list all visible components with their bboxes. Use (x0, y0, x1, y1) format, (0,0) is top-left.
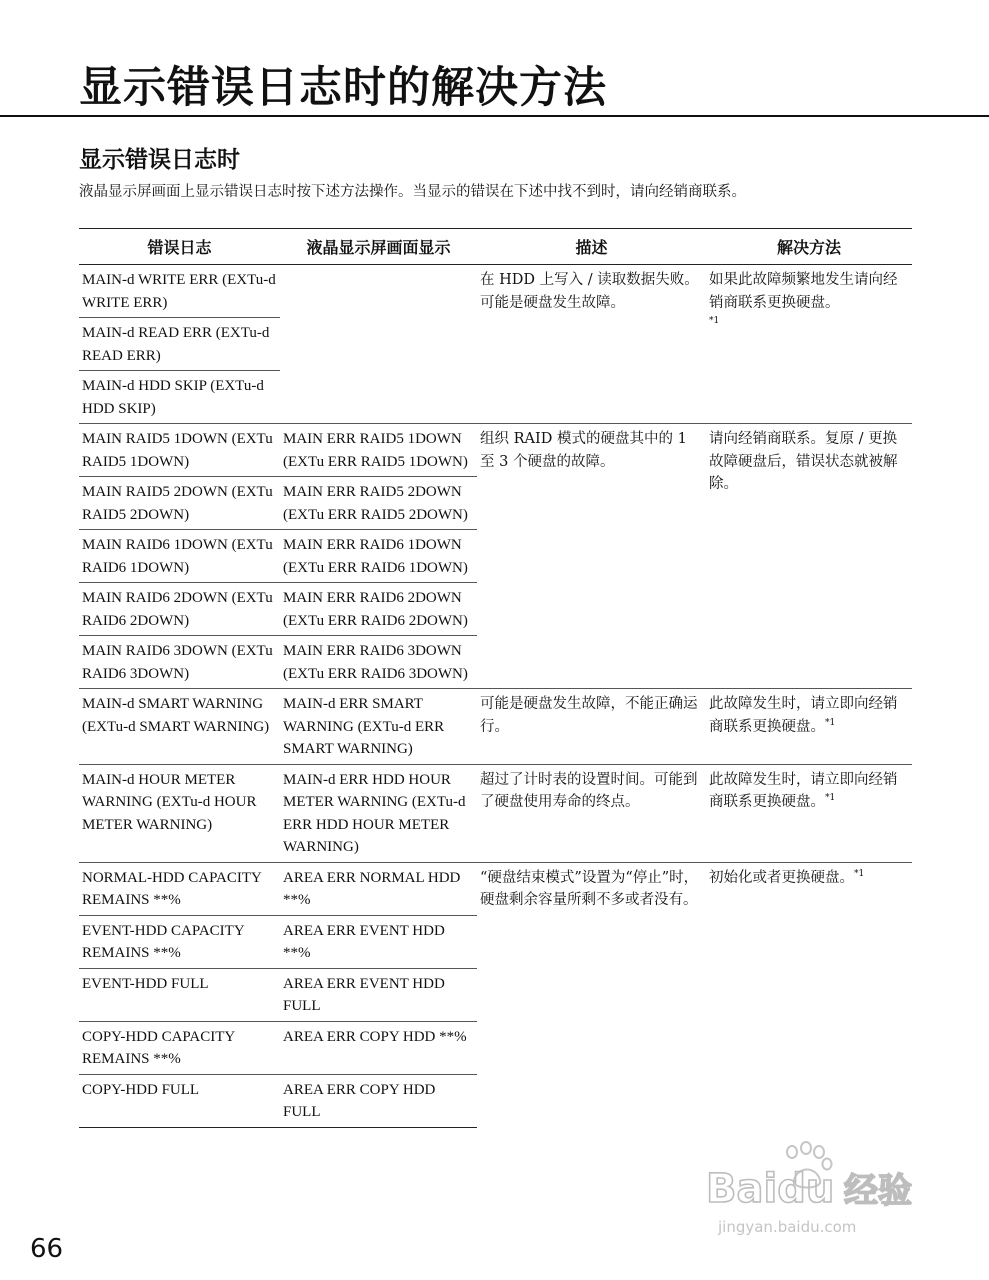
lcd-display-cell: MAIN ERR RAID6 2DOWN (EXTu ERR RAID6 2DOWN) (280, 583, 477, 636)
solution-text: 此故障发生时，请立即向经销商联系更换硬盘。 (709, 696, 898, 735)
table-row (79, 265, 912, 318)
lcd-display-cell: MAIN ERR RAID6 3DOWN (EXTu ERR RAID6 3DOWN) (280, 636, 477, 689)
description-cell: 可能是硬盘发生故障，不能正确运行。 (477, 689, 706, 765)
description-text: 在 HDD 上写入 / 读取数据失败。 可能是硬盘发生故障。 (480, 272, 699, 311)
title-divider (0, 115, 989, 117)
page-number: 66 (30, 1234, 64, 1264)
footnote-marker: *1 (825, 793, 836, 804)
error-log-cell: MAIN RAID5 2DOWN (EXTu RAID5 2DOWN) (79, 477, 280, 530)
header-solution: 解决方法 (706, 229, 912, 265)
solution-cell (706, 764, 912, 862)
header-description: 描述 (477, 229, 706, 265)
table-row (79, 689, 912, 765)
footnote-marker: *1 (825, 717, 836, 728)
error-log-table (79, 228, 912, 1128)
table-header-row (79, 229, 912, 265)
intro-text: 液晶显示屏画面上显示错误日志时按下述方法操作。当显示的错误在下述中找不到时，请向经销商联系。 (79, 184, 746, 200)
description-cell: “硬盘结束模式”设置为“停止”时，硬盘剩余容量所剩不多或者没有。 (477, 862, 706, 1127)
lcd-display-cell: MAIN ERR RAID5 2DOWN (EXTu ERR RAID5 2DOWN) (280, 477, 477, 530)
description-cell: 组织 RAID 模式的硬盘其中的 1 至 3 个硬盘的故障。 (477, 424, 706, 689)
table-row (79, 764, 912, 862)
error-log-cell: MAIN-d WRITE ERR (EXTu-d WRITE ERR) (79, 265, 280, 318)
error-log-cell: MAIN RAID6 2DOWN (EXTu RAID6 2DOWN) (79, 583, 280, 636)
lcd-display-cell: MAIN-d ERR SMART WARNING (EXTu-d ERR SMART WARNING) (280, 689, 477, 765)
watermark-brand: Baidu (706, 1166, 835, 1212)
table-row (79, 862, 912, 915)
lcd-display-cell: AREA ERR EVENT HDD FULL (280, 968, 477, 1021)
lcd-display-cell (280, 265, 477, 424)
description-cell: 超过了计时表的设置时间。可能到了硬盘使用寿命的终点。 (477, 764, 706, 862)
error-log-cell: MAIN-d HDD SKIP (EXTu-d HDD SKIP) (79, 371, 280, 424)
watermark-url: jingyan.baidu.com (718, 1218, 857, 1236)
table-row (79, 424, 912, 477)
footnote-marker: *1 (709, 316, 720, 327)
solution-text: 初始化或者更换硬盘。 (709, 869, 854, 886)
lcd-display-cell: AREA ERR COPY HDD **% (280, 1021, 477, 1074)
header-lcd-display: 液晶显示屏画面显示 (280, 229, 477, 265)
footnote-marker: *1 (854, 868, 865, 879)
header-error-log: 错误日志 (79, 229, 280, 265)
error-log-cell: MAIN RAID6 1DOWN (EXTu RAID6 1DOWN) (79, 530, 280, 583)
solution-text: 此故障发生时，请立即向经销商联系更换硬盘。 (709, 771, 898, 810)
lcd-display-cell: MAIN ERR RAID6 1DOWN (EXTu ERR RAID6 1DOWN) (280, 530, 477, 583)
lcd-display-cell: AREA ERR EVENT HDD **% (280, 915, 477, 968)
error-log-cell: COPY-HDD CAPACITY REMAINS **% (79, 1021, 280, 1074)
watermark-product: 经验 (844, 1171, 912, 1211)
error-log-cell: NORMAL-HDD CAPACITY REMAINS **% (79, 862, 280, 915)
lcd-display-cell: MAIN ERR RAID5 1DOWN (EXTu ERR RAID5 1DOWN) (280, 424, 477, 477)
solution-cell (706, 689, 912, 765)
baidu-jingyan-watermark (706, 1140, 936, 1250)
solution-cell (706, 862, 912, 1127)
solution-text: 如果此故障频繁地发生请向经销商联系更换硬盘。 (709, 272, 898, 311)
description-cell (477, 265, 706, 424)
error-log-cell: MAIN-d HOUR METER WARNING (EXTu-d HOUR METER WARNING) (79, 764, 280, 862)
lcd-display-cell: AREA ERR COPY HDD FULL (280, 1074, 477, 1127)
lcd-display-cell: MAIN-d ERR HDD HOUR METER WARNING (EXTu-d ERR HDD HOUR METER WARNING) (280, 764, 477, 862)
solution-cell: 请向经销商联系。复原 / 更换故障硬盘后，错误状态就被解除。 (706, 424, 912, 689)
error-log-cell: EVENT-HDD FULL (79, 968, 280, 1021)
error-log-cell: MAIN RAID5 1DOWN (EXTu RAID5 1DOWN) (79, 424, 280, 477)
solution-cell (706, 265, 912, 424)
section-title: 显示错误日志时 (79, 147, 240, 173)
error-log-cell: MAIN RAID6 3DOWN (EXTu RAID6 3DOWN) (79, 636, 280, 689)
error-log-cell: MAIN-d READ ERR (EXTu-d READ ERR) (79, 318, 280, 371)
error-log-cell: MAIN-d SMART WARNING (EXTu-d SMART WARNING) (79, 689, 280, 765)
error-log-cell: EVENT-HDD CAPACITY REMAINS **% (79, 915, 280, 968)
lcd-display-cell: AREA ERR NORMAL HDD **% (280, 862, 477, 915)
error-log-cell: COPY-HDD FULL (79, 1074, 280, 1127)
page-title: 显示错误日志时的解决方法 (79, 63, 607, 113)
